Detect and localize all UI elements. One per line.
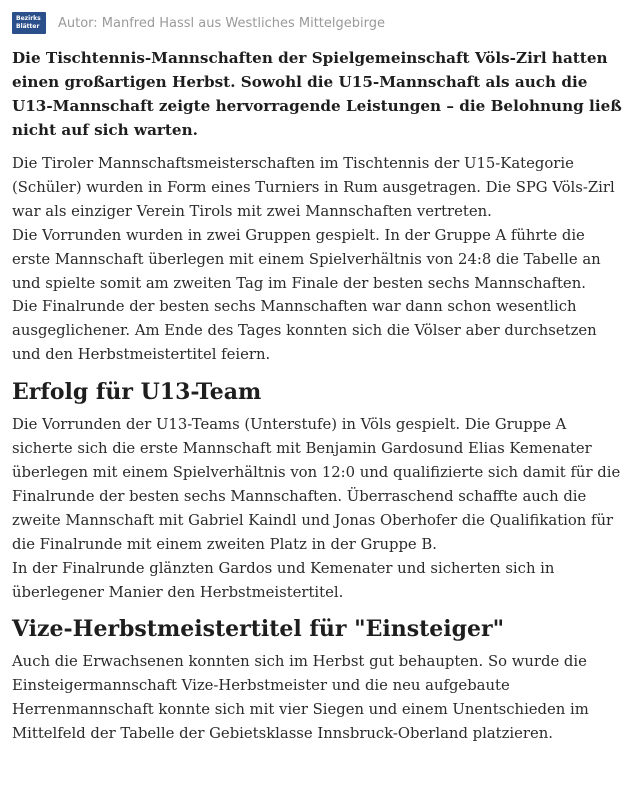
paragraph: Die Vorrunden der U13-Teams (Unterstufe) in Völs gespielt. Die Gruppe A sicherte sich die erste Mannschaft mit Benjamin Gardosund Elias Kemenater überlegen mit einem Spielverhältnis von 12:0 und qualifizierte sich damit für die Finalrunde der besten sechs Mannschaften. Überraschend schaffte auch die zweite Mannschaft mit Gabriel Kaindl und Jonas Oberhofer die Qualifikation für die Finalrunde mit einem zweiten Platz in der Gruppe B.	[12, 416, 621, 553]
section-1-body	[12, 152, 627, 367]
section-3-body	[12, 650, 627, 746]
logo-text: Bezirks Blätter	[16, 15, 41, 30]
paragraph: Die Finalrunde der besten sechs Mannschaften war dann schon wesentlich ausgeglichener. Am Ende des Tages konnten sich die Völser aber durchsetzen und den Herbstmeistertitel feiern.	[12, 298, 597, 364]
paragraph: Die Vorrunden wurden in zwei Gruppen gespielt. In der Gruppe A führte die erste Mannschaft überlegen mit einem Spielverhältnis von 24:8 die Tabelle an und spielte somit am zweiten Tag im Finale der besten sechs Mannschaften.	[12, 226, 601, 292]
section-2-body	[12, 413, 627, 604]
bezirksblaetter-logo[interactable]	[12, 12, 46, 34]
section-2-heading: Erfolg für U13-Team	[12, 379, 262, 406]
paragraph: Die Tiroler Mannschaftsmeisterschaften im Tischtennis der U15-Kategorie (Schüler) wurden in Form eines Turniers in Rum ausgetragen. Die SPG Völs-Zirl war als einziger Verein Tirols mit zwei Mannschaften vertreten.	[12, 155, 615, 220]
paragraph: In der Finalrunde glänzten Gardos und Kemenater und sicherten sich in überlegener Manier den Herbstmeistertitel.	[12, 559, 555, 601]
lead-paragraph: Die Tischtennis-Mannschaften der Spielgemeinschaft Völs-Zirl hatten einen großartigen Herbst. Sowohl die U15-Mannschaft als auch die U13-Mannschaft zeigte hervorragende Leistungen – die Belohnung ließ nicht auf sich warten.	[12, 49, 622, 139]
section-3-heading: Vize-Herbstmeistertitel für "Einsteiger"	[12, 616, 505, 643]
paragraph: Auch die Erwachsenen konnten sich im Herbst gut behaupten. So wurde die Einsteigermannschaft Vize-Herbstmeister und die neu aufgebaute Herrenmannschaft konnte sich mit vier Siegen und einem Unentschieden im Mittelfeld der Tabelle der Gebietsklasse Innsbruck-Oberland platzieren.	[12, 653, 589, 743]
author-line[interactable]: Autor: Manfred Hassl aus Westliches Mittelgebirge	[58, 15, 385, 31]
author-row	[12, 0, 627, 46]
